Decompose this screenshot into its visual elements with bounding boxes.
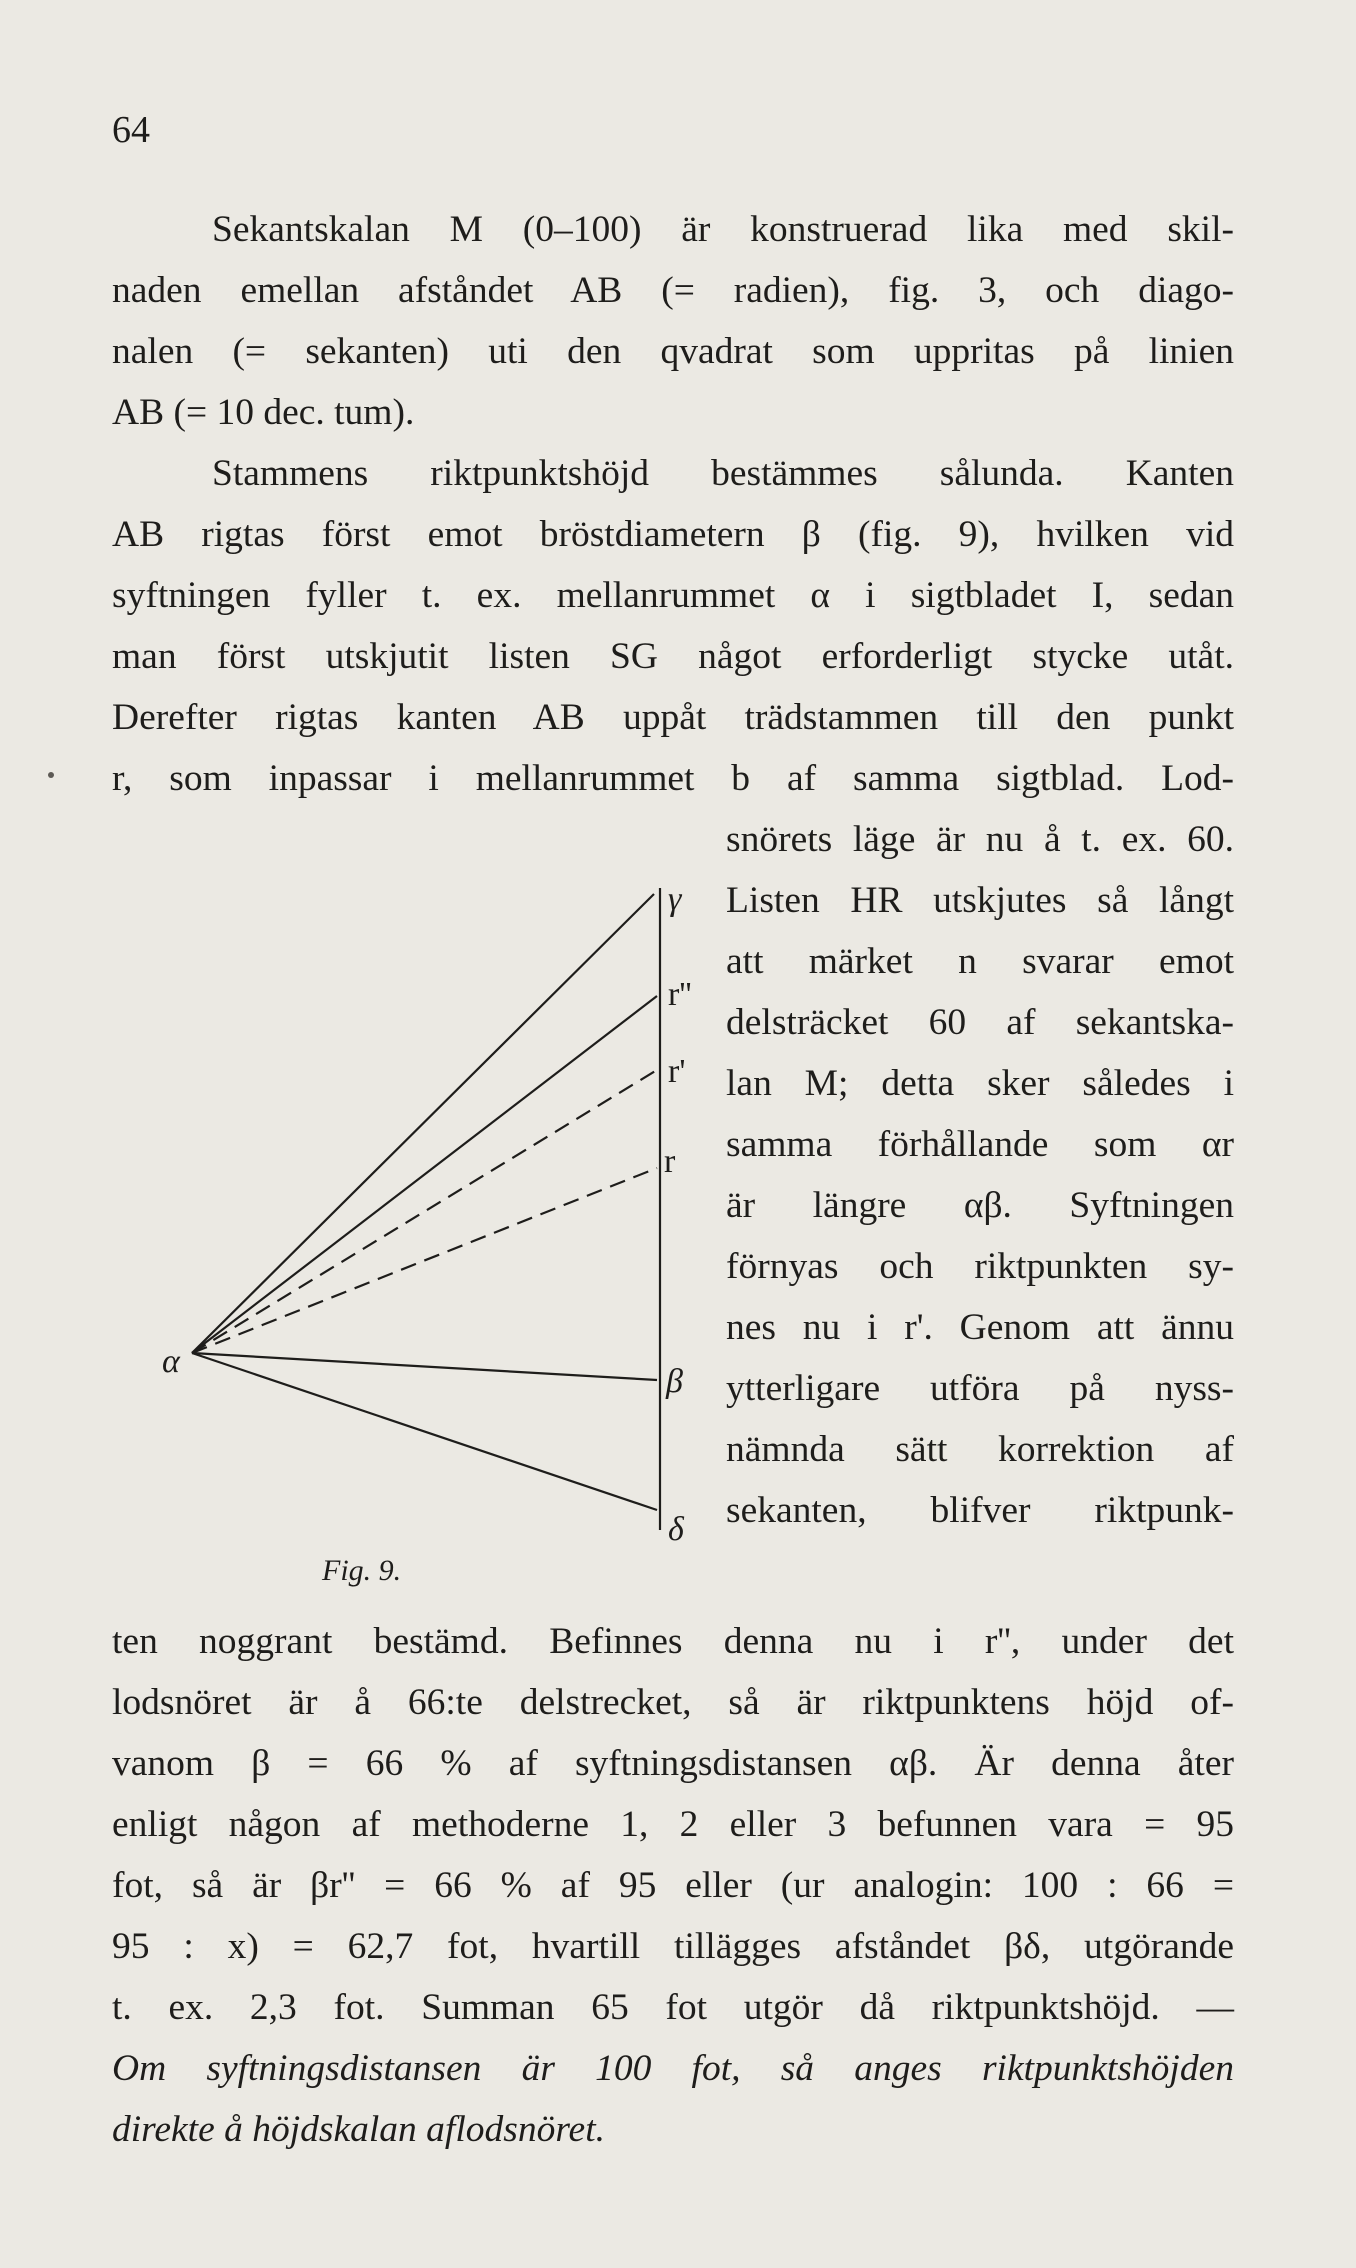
ray-r-double — [192, 996, 657, 1353]
text-line: att märket n svarar emot — [726, 941, 1234, 982]
page-number: 64 — [112, 109, 150, 151]
text-line: Listen HR utskjutes så långt — [726, 880, 1234, 921]
margin-dot — [48, 772, 54, 778]
text-line: enligt någon af methoderne 1, 2 eller 3 befunnen vara = 95 — [112, 1804, 1234, 1845]
text-line: delsträcket 60 af sekantska- — [726, 1002, 1234, 1043]
text-line: Derefter rigtas kanten AB uppåt trädstammen till den punkt — [112, 697, 1234, 738]
label-r: r — [664, 1143, 676, 1180]
text-line: förnyas och riktpunkten sy- — [726, 1246, 1234, 1287]
ray-r — [192, 1168, 657, 1353]
figure-9-diagram — [160, 860, 740, 1610]
text-line: ten noggrant bestämd. Befinnes denna nu i r'', under det — [112, 1621, 1234, 1662]
text-line: snörets läge är nu å t. ex. 60. — [726, 819, 1234, 860]
text-line: nes nu i r'. Genom att ännu — [726, 1307, 1234, 1348]
label-delta: δ — [668, 1511, 684, 1548]
text-line: 95 : x) = 62,7 fot, hvartill tillägges afståndet βδ, utgörande — [112, 1926, 1234, 1967]
text-line: Sekantskalan M (0–100) är konstruerad lika med skil- — [212, 209, 1234, 250]
label-beta: β — [666, 1363, 683, 1400]
text-line: t. ex. 2,3 fot. Summan 65 fot utgör då riktpunktshöjd. — — [112, 1987, 1234, 2028]
label-alpha: α — [162, 1343, 180, 1380]
figure-caption: Fig. 9. — [322, 1554, 402, 1587]
text-line: lan M; detta sker således i — [726, 1063, 1234, 1104]
italic-line: Om syftningsdistansen är 100 fot, så anges riktpunktshöjden — [112, 2048, 1234, 2089]
text-line: Stammens riktpunktshöjd bestämmes sålunda. Kanten — [212, 453, 1234, 494]
text-line: fot, så är βr'' = 66 % af 95 eller (ur analogin: 100 : 66 = — [112, 1865, 1234, 1906]
text-line: syftningen fyller t. ex. mellanrummet α i sigtbladet I, sedan — [112, 575, 1234, 616]
ray-gamma — [192, 894, 654, 1353]
text-line: naden emellan afståndet AB (= radien), fig. 3, och diago- — [112, 270, 1234, 311]
italic-line: direkte å höjdskalan aflodsnöret. — [112, 2109, 605, 2150]
label-r-prime: r' — [668, 1053, 686, 1090]
text-line: man först utskjutit listen SG något erforderligt stycke utåt. — [112, 636, 1234, 677]
text-line: r, som inpassar i mellanrummet b af samma sigtblad. Lod- — [112, 758, 1234, 799]
ray-r-prime — [192, 1070, 657, 1353]
text-line: nämnda sätt korrektion af — [726, 1429, 1234, 1470]
text-line: AB rigtas först emot bröstdiametern β (fig. 9), hvilken vid — [112, 514, 1234, 555]
figure-9 — [160, 860, 740, 1610]
text-line: nalen (= sekanten) uti den qvadrat som uppritas på linien — [112, 331, 1234, 372]
text-line: samma förhållande som αr — [726, 1124, 1234, 1165]
text-line: ytterligare utföra på nyss- — [726, 1368, 1234, 1409]
label-r-double: r'' — [668, 976, 692, 1013]
text-line: AB (= 10 dec. tum). — [112, 392, 415, 433]
text-line: sekanten, blifver riktpunk- — [726, 1490, 1234, 1531]
label-gamma: γ — [668, 881, 682, 918]
text-line: vanom β = 66 % af syftningsdistansen αβ. Är denna åter — [112, 1743, 1234, 1784]
text-line: är längre αβ. Syftningen — [726, 1185, 1234, 1226]
text-line: lodsnöret är å 66:te delstrecket, så är riktpunktens höjd of- — [112, 1682, 1234, 1723]
